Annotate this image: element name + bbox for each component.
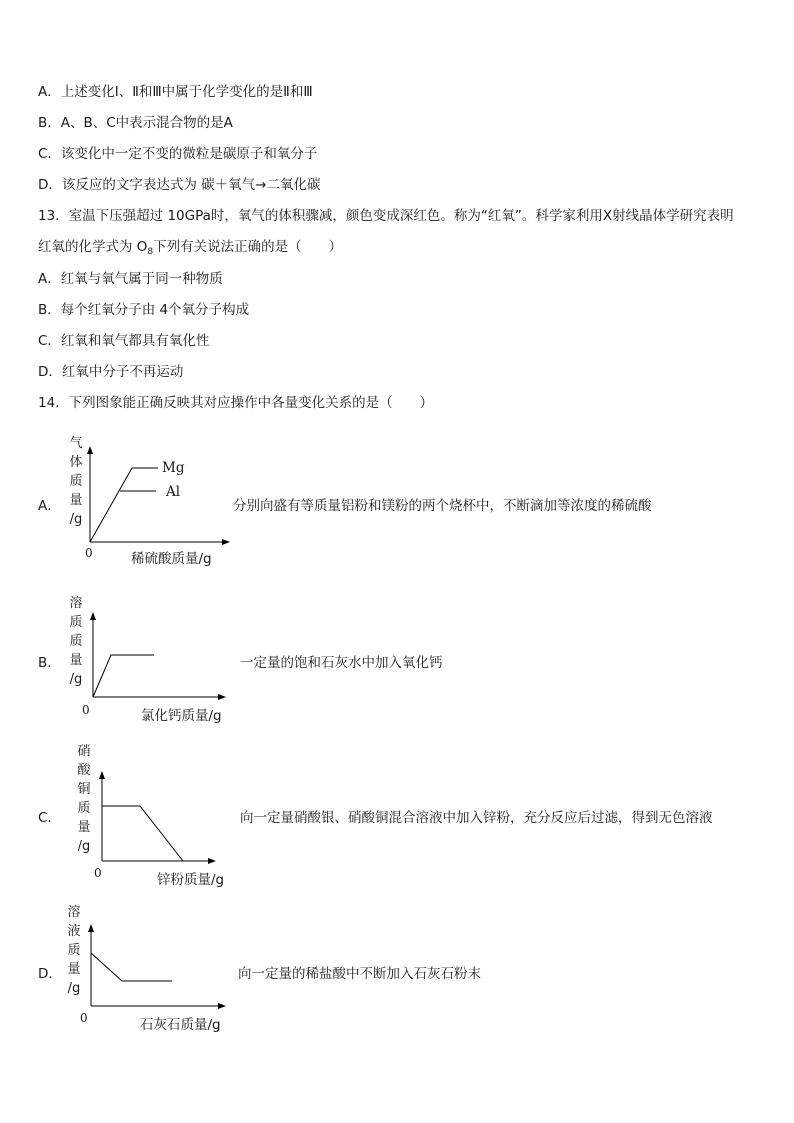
graph-c-xlabel: 锌粉质量/g (157, 872, 225, 888)
graph-b-origin: 0 (82, 703, 90, 717)
q13-stem-line1: 13．室温下压强超过 10GPa时，氧气的体积骤减，颜色变成深红色。称为“红氧”。科学家利用X射线晶体学研究表明 (38, 208, 734, 224)
graph-c-ylabel: 硝 酸 铜 质 量 /g (77, 744, 91, 854)
q13-formula-prefix: 红氧的化学式为 O (38, 239, 148, 255)
q12-option-a: A．上述变化Ⅰ、Ⅱ和Ⅲ中属于化学变化的是Ⅱ和Ⅲ (38, 84, 313, 100)
option-d-letter: D． (38, 966, 62, 982)
graph-d-xlabel: 石灰石质量/g (140, 1017, 221, 1033)
q12-option-d: D．该反应的文字表达式为 碳＋氧气→二氧化碳 (38, 177, 321, 193)
option-d-description: 向一定量的稀盐酸中不断加入石灰石粉末 (238, 966, 481, 982)
q13-option-d: D．红氧中分子不再运动 (38, 364, 184, 380)
option-b-description: 一定量的饱和石灰水中加入氧化钙 (240, 655, 443, 671)
option-a-description: 分别向盛有等质量铝粉和镁粉的两个烧杯中，不断滴加等浓度的稀硫酸 (233, 498, 652, 514)
graph-d-origin: 0 (80, 1011, 88, 1025)
option-a-letter: A． (38, 498, 61, 514)
q12-option-c: C．该变化中一定不变的微粒是碳原子和氧分子 (38, 146, 318, 162)
graph-d-line (91, 953, 172, 981)
graph-a-xlabel: 稀硫酸质量/g (131, 551, 212, 567)
graph-c-origin: 0 (94, 866, 102, 880)
graph-d-x-arrow (218, 1003, 226, 1009)
graph-a-series-al: Al (166, 484, 181, 500)
graph-a-origin: 0 (85, 546, 93, 560)
q13-formula-subscript: 8 (147, 247, 154, 257)
q13-option-b: B．每个红氧分子由 4个氧分子构成 (38, 302, 250, 318)
option-c-description: 向一定量硝酸银、硝酸铜混合溶液中加入锌粉，充分反应后过滤，得到无色溶液 (240, 810, 713, 826)
graph-b-xlabel: 氯化钙质量/g (141, 708, 222, 724)
q13-option-c: C．红氧和氧气都具有氧化性 (38, 333, 210, 349)
q12-option-b: B．A、B、C中表示混合物的是A (38, 115, 233, 131)
graph-a-series-mg: Mg (162, 460, 185, 476)
graph-d-ylabel: 溶 液 质 量 /g (67, 905, 81, 996)
graph-d-y-arrow (88, 924, 94, 932)
graph-a-ylabel: 气 体 质 量 /g (69, 436, 83, 527)
q13-option-a: A．红氧与氧气属于同一种物质 (38, 271, 223, 287)
graph-b-ylabel: 溶 质 质 量 /g (69, 596, 83, 687)
q14-stem: 14．下列图象能正确反映其对应操作中各量变化关系的是（ ） (38, 395, 434, 411)
q13-stem-tail: 下列有关说法正确的是（ ） (153, 239, 343, 255)
option-b-letter: B． (38, 655, 61, 671)
option-c-letter: C． (38, 810, 61, 826)
